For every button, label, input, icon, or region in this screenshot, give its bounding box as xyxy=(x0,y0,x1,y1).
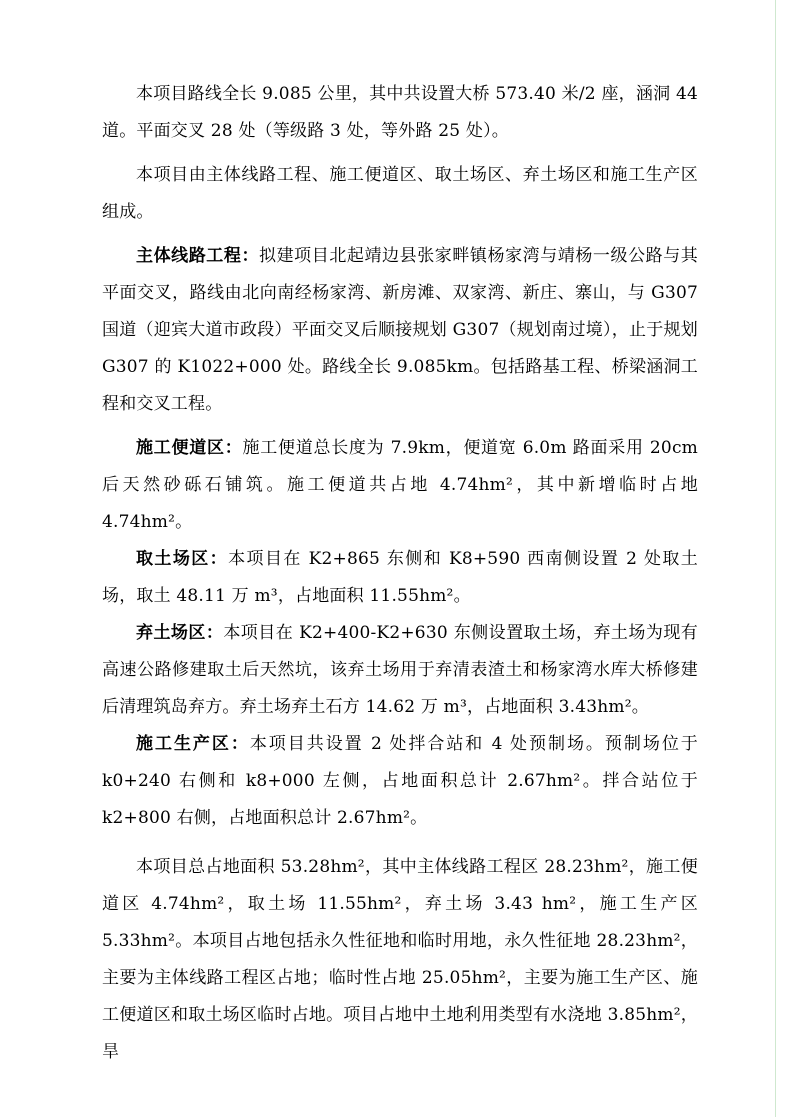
paragraph-text: 本项目总占地面积 53.28hm²，其中主体线路工程区 28.23hm²，施工便道区 4.74hm²，取土场 11.55hm²，弃土场 3.43 hm²，施工生产区 5.33hm²。本项目占地包括永久性征地和临时用地，永久性征地 28.23hm²，主要为主体线路工程区占地；临时性占地 25.05hm²，主要为施工生产区、施工便道区和取土场区临时占地。项目占地中土地利用类型有水浇地 3.85hm²，旱 xyxy=(102,857,698,1062)
paragraph-route-summary xyxy=(102,76,698,150)
paragraph-text: 本项目由主体线路工程、施工便道区、取土场区、弃土场区和施工生产区组成。 xyxy=(102,165,698,222)
paragraph-text: 拟建项目北起靖边县张家畔镇杨家湾与靖杨一级公路与其平面交叉，路线由北向南经杨家湾、新房滩、双家湾、新庄、寨山，与 G307 国道（迎宾大道市政段）平面交叉后顺接规划 G307（规划南过境），止于规划 G307 的 K1022+000 处。路线全长 9.085km。包括路基工程、桥梁涵洞工程和交叉工程。 xyxy=(102,246,699,414)
section-lead-main-route: 主体线路工程： xyxy=(136,246,260,266)
paragraph-project-composition xyxy=(102,157,698,231)
paragraph-borrow-pit xyxy=(102,541,698,615)
document-body xyxy=(102,76,698,1071)
section-lead-borrow-pit: 取土场区： xyxy=(136,549,229,569)
section-lead-spoil-area: 弃土场区： xyxy=(136,623,224,643)
paragraph-text: 本项目在 K2+865 东侧和 K8+590 西南侧设置 2 处取土场，取土 48.11 万 m³，占地面积 11.55hm²。 xyxy=(102,549,698,606)
paragraph-production-area xyxy=(102,726,698,837)
paragraph-text: 本项目在 K2+400-K2+630 东侧设置取土场，弃土场为现有高速公路修建取土后天然坑，该弃土场用于弃清表渣土和杨家湾水库大桥修建后清理筑岛弃方。弃土场弃土石方 14.62 万 m³，占地面积 3.43hm²。 xyxy=(102,623,698,717)
paragraph-main-route xyxy=(102,238,698,423)
paragraph-land-occupation xyxy=(102,849,698,1071)
paragraph-access-road xyxy=(102,430,698,541)
paragraph-text: 本项目路线全长 9.085 公里，其中共设置大桥 573.40 米/2 座，涵洞 44 道。平面交叉 28 处（等级路 3 处，等外路 25 处）。 xyxy=(102,84,698,141)
paragraph-text: 施工便道总长度为 7.9km，便道宽 6.0m 路面采用 20cm 后天然砂砾石铺筑。施工便道共占地 4.74hm²，其中新增临时占地 4.74hm²。 xyxy=(102,438,698,532)
paragraph-text: 本项目共设置 2 处拌合站和 4 处预制场。预制场位于 k0+240 右侧和 k8+000 左侧，占地面积总计 2.67hm²。拌合站位于 k2+800 右侧，占地面积总计 2.67hm²。 xyxy=(102,734,698,828)
section-lead-access-road: 施工便道区： xyxy=(136,438,243,458)
paragraph-spoil-area xyxy=(102,615,698,726)
page-edge-line xyxy=(775,0,776,1117)
section-lead-production-area: 施工生产区： xyxy=(136,734,250,754)
